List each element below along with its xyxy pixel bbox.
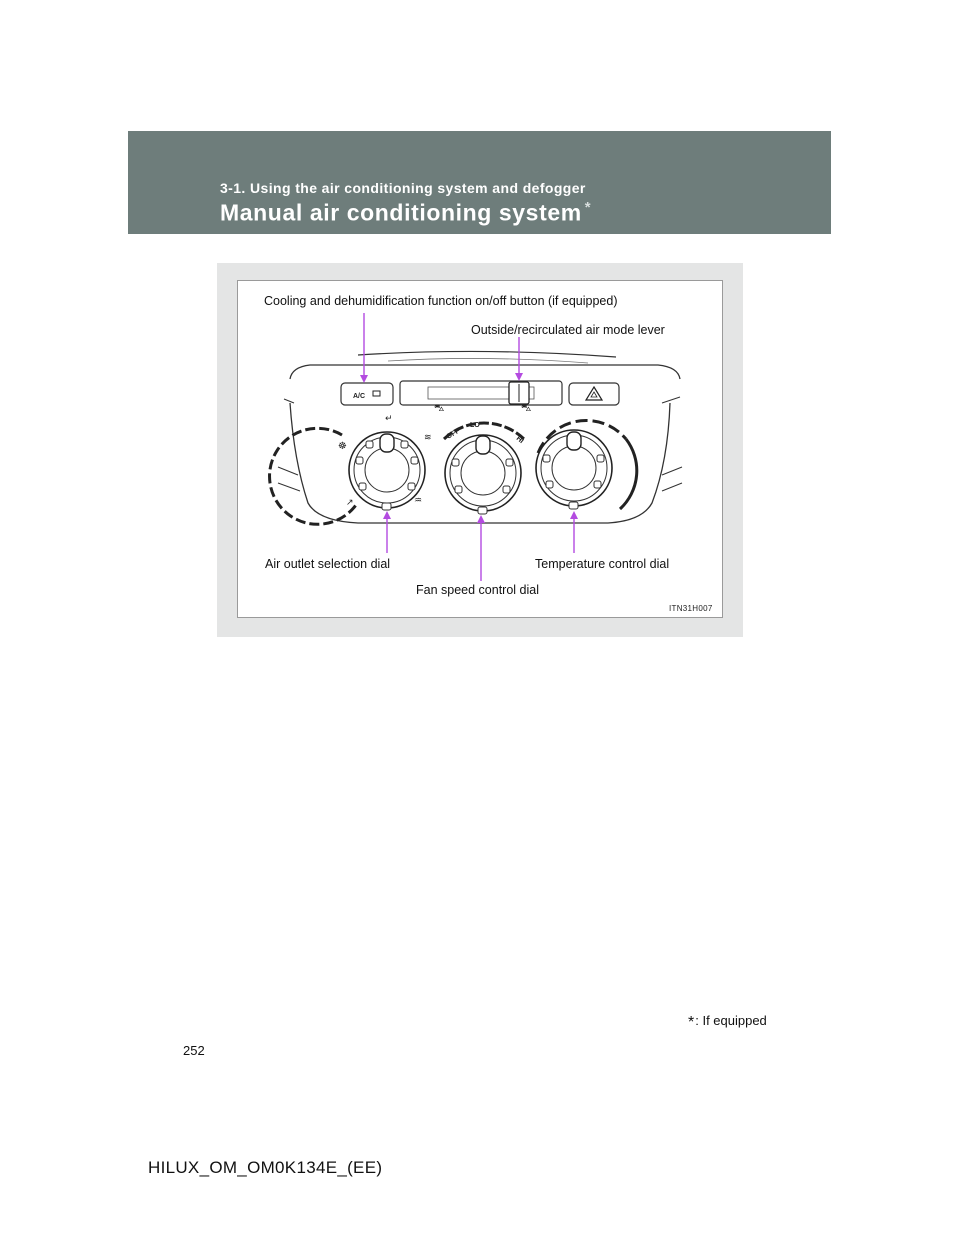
label-ac-button: Cooling and dehumidification function on/off button (if equipped)	[264, 294, 618, 308]
footnote	[688, 1013, 767, 1032]
mode-face-icon: ☸	[338, 441, 347, 452]
label-air-outlet-dial: Air outlet selection dial	[265, 557, 391, 571]
mode-bilevel-icon: ↗	[346, 497, 354, 507]
footnote-text: : If equipped	[695, 1013, 767, 1028]
mode-feet-icon: ↵	[385, 413, 393, 423]
page-number: 252	[183, 1043, 205, 1058]
document-footer: HILUX_OM_OM0K134E_(EE)	[148, 1158, 383, 1177]
ac-button-label: A/C	[353, 393, 366, 400]
fan-off-label: OFF	[445, 427, 462, 441]
figure-panel	[237, 280, 723, 618]
dash-top-line	[358, 351, 616, 357]
panel-top-edge	[290, 365, 680, 379]
footnote-star: *	[688, 1014, 695, 1031]
dash-top-line-2	[388, 358, 588, 363]
fan-speed-control-dial	[434, 403, 531, 514]
figure-frame	[217, 263, 743, 637]
fan-lo-label: LO	[470, 422, 480, 429]
outside-air-icon: ⛍	[434, 403, 445, 414]
ac-button	[341, 383, 393, 405]
page-title-text: Manual air conditioning system	[220, 199, 582, 226]
if-equipped-mark: *	[584, 199, 592, 216]
air-outlet-selection-dial	[270, 413, 432, 524]
image-id: ITN31H007	[669, 604, 713, 613]
temperature-control-dial	[536, 420, 637, 509]
fan-hi-label: HI	[514, 435, 525, 446]
page-title	[220, 199, 591, 227]
recirculate-air-icon: ⛍	[521, 403, 532, 414]
section-heading: 3-1. Using the air conditioning system and defogger	[220, 180, 586, 196]
label-temperature-dial: Temperature control dial	[535, 557, 670, 571]
label-air-mode-lever: Outside/recirculated air mode lever	[471, 323, 665, 337]
section-header	[128, 131, 831, 234]
mode-defrost-feet-icon: ≋	[424, 432, 432, 442]
label-fan-speed-dial: Fan speed control dial	[416, 583, 539, 597]
mode-defrost-icon: ♒	[414, 495, 423, 505]
